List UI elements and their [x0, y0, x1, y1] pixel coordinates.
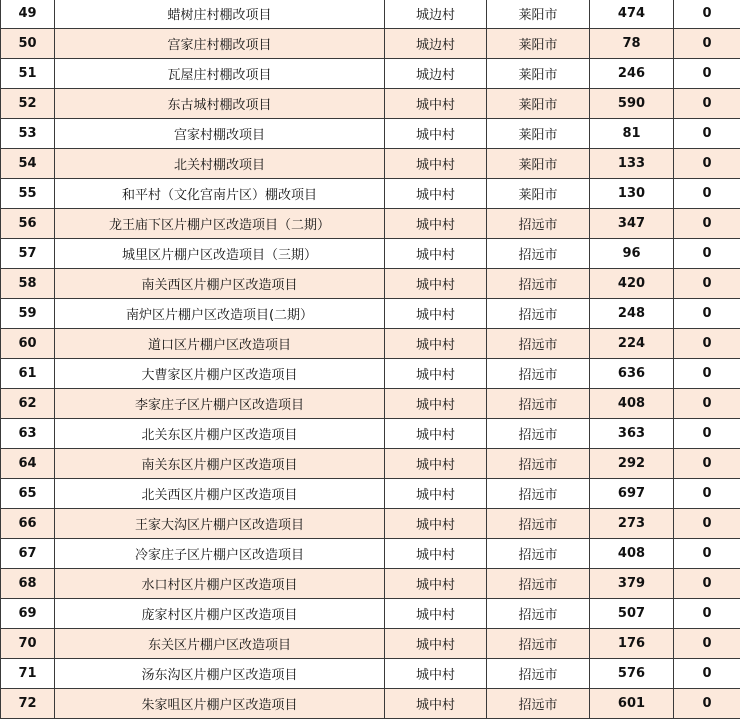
village-type-cell: 城中村 [385, 269, 487, 299]
city-cell: 招远市 [487, 359, 590, 389]
village-type-cell: 城中村 [385, 179, 487, 209]
table-body [1, 0, 740, 719]
village-type-cell: 城中村 [385, 389, 487, 419]
extra-value-cell: 0 [674, 389, 740, 419]
city-cell: 莱阳市 [487, 89, 590, 119]
city-cell: 招远市 [487, 329, 590, 359]
row-number-cell: 62 [1, 389, 55, 419]
village-type-cell: 城中村 [385, 539, 487, 569]
household-count-cell: 474 [590, 0, 674, 29]
extra-value-cell: 0 [674, 209, 740, 239]
table-row [1, 689, 740, 719]
village-type-cell: 城中村 [385, 689, 487, 719]
household-count-cell: 130 [590, 179, 674, 209]
household-count-cell: 347 [590, 209, 674, 239]
project-name-cell: 南关东区片棚户区改造项目 [55, 449, 385, 479]
extra-value-cell: 0 [674, 599, 740, 629]
city-cell: 招远市 [487, 659, 590, 689]
city-cell: 莱阳市 [487, 29, 590, 59]
row-number-cell: 72 [1, 689, 55, 719]
row-number-cell: 54 [1, 149, 55, 179]
table-row [1, 329, 740, 359]
village-type-cell: 城中村 [385, 419, 487, 449]
table-row [1, 389, 740, 419]
household-count-cell: 224 [590, 329, 674, 359]
row-number-cell: 56 [1, 209, 55, 239]
table-row [1, 209, 740, 239]
extra-value-cell: 0 [674, 119, 740, 149]
village-type-cell: 城中村 [385, 449, 487, 479]
table-row [1, 569, 740, 599]
village-type-cell: 城边村 [385, 0, 487, 29]
village-type-cell: 城中村 [385, 629, 487, 659]
village-type-cell: 城中村 [385, 119, 487, 149]
row-number-cell: 53 [1, 119, 55, 149]
household-count-cell: 176 [590, 629, 674, 659]
row-number-cell: 63 [1, 419, 55, 449]
project-name-cell: 东关区片棚户区改造项目 [55, 629, 385, 659]
extra-value-cell: 0 [674, 29, 740, 59]
table-row [1, 179, 740, 209]
household-count-cell: 636 [590, 359, 674, 389]
extra-value-cell: 0 [674, 239, 740, 269]
project-name-cell: 宫家庄村棚改项目 [55, 29, 385, 59]
village-type-cell: 城中村 [385, 599, 487, 629]
project-name-cell: 李家庄子区片棚户区改造项目 [55, 389, 385, 419]
extra-value-cell: 0 [674, 449, 740, 479]
extra-value-cell: 0 [674, 569, 740, 599]
row-number-cell: 70 [1, 629, 55, 659]
row-number-cell: 60 [1, 329, 55, 359]
table-row [1, 59, 740, 89]
city-cell: 招远市 [487, 539, 590, 569]
household-count-cell: 292 [590, 449, 674, 479]
row-number-cell: 71 [1, 659, 55, 689]
project-name-cell: 南关西区片棚户区改造项目 [55, 269, 385, 299]
row-number-cell: 50 [1, 29, 55, 59]
village-type-cell: 城中村 [385, 509, 487, 539]
household-count-cell: 248 [590, 299, 674, 329]
project-name-cell: 朱家咀区片棚户区改造项目 [55, 689, 385, 719]
project-name-cell: 北关西区片棚户区改造项目 [55, 479, 385, 509]
table-row [1, 29, 740, 59]
city-cell: 招远市 [487, 239, 590, 269]
table-row [1, 479, 740, 509]
table-row [1, 269, 740, 299]
city-cell: 招远市 [487, 389, 590, 419]
project-name-cell: 王家大沟区片棚户区改造项目 [55, 509, 385, 539]
table-row [1, 89, 740, 119]
extra-value-cell: 0 [674, 89, 740, 119]
extra-value-cell: 0 [674, 479, 740, 509]
village-type-cell: 城中村 [385, 569, 487, 599]
project-name-cell: 庞家村区片棚户区改造项目 [55, 599, 385, 629]
city-cell: 招远市 [487, 419, 590, 449]
village-type-cell: 城中村 [385, 89, 487, 119]
project-name-cell: 南炉区片棚户区改造项目(二期） [55, 299, 385, 329]
project-name-cell: 东古城村棚改项目 [55, 89, 385, 119]
extra-value-cell: 0 [674, 179, 740, 209]
city-cell: 莱阳市 [487, 179, 590, 209]
household-count-cell: 576 [590, 659, 674, 689]
household-count-cell: 133 [590, 149, 674, 179]
household-count-cell: 590 [590, 89, 674, 119]
extra-value-cell: 0 [674, 59, 740, 89]
city-cell: 招远市 [487, 209, 590, 239]
village-type-cell: 城中村 [385, 239, 487, 269]
table-row [1, 449, 740, 479]
extra-value-cell: 0 [674, 419, 740, 449]
table-row [1, 119, 740, 149]
city-cell: 莱阳市 [487, 59, 590, 89]
row-number-cell: 59 [1, 299, 55, 329]
city-cell: 莱阳市 [487, 0, 590, 29]
city-cell: 招远市 [487, 599, 590, 629]
project-name-cell: 汤东沟区片棚户区改造项目 [55, 659, 385, 689]
household-count-cell: 78 [590, 29, 674, 59]
row-number-cell: 65 [1, 479, 55, 509]
row-number-cell: 67 [1, 539, 55, 569]
city-cell: 莱阳市 [487, 149, 590, 179]
project-name-cell: 和平村（文化宫南片区）棚改项目 [55, 179, 385, 209]
household-count-cell: 408 [590, 539, 674, 569]
extra-value-cell: 0 [674, 659, 740, 689]
household-count-cell: 379 [590, 569, 674, 599]
city-cell: 招远市 [487, 449, 590, 479]
extra-value-cell: 0 [674, 359, 740, 389]
project-name-cell: 北关东区片棚户区改造项目 [55, 419, 385, 449]
extra-value-cell: 0 [674, 149, 740, 179]
table-row [1, 659, 740, 689]
project-name-cell: 龙王庙下区片棚户区改造项目（二期） [55, 209, 385, 239]
village-type-cell: 城中村 [385, 329, 487, 359]
extra-value-cell: 0 [674, 0, 740, 29]
table-row [1, 509, 740, 539]
row-number-cell: 52 [1, 89, 55, 119]
table-row [1, 0, 740, 29]
project-name-cell: 道口区片棚户区改造项目 [55, 329, 385, 359]
project-name-cell: 城里区片棚户区改造项目（三期） [55, 239, 385, 269]
household-count-cell: 273 [590, 509, 674, 539]
household-count-cell: 246 [590, 59, 674, 89]
village-type-cell: 城中村 [385, 209, 487, 239]
extra-value-cell: 0 [674, 689, 740, 719]
row-number-cell: 55 [1, 179, 55, 209]
row-number-cell: 66 [1, 509, 55, 539]
table-row [1, 299, 740, 329]
table-row [1, 149, 740, 179]
table-row [1, 239, 740, 269]
extra-value-cell: 0 [674, 629, 740, 659]
city-cell: 招远市 [487, 629, 590, 659]
project-name-cell: 大曹家区片棚户区改造项目 [55, 359, 385, 389]
extra-value-cell: 0 [674, 509, 740, 539]
village-type-cell: 城中村 [385, 359, 487, 389]
city-cell: 招远市 [487, 689, 590, 719]
row-number-cell: 49 [1, 0, 55, 29]
household-count-cell: 408 [590, 389, 674, 419]
village-type-cell: 城中村 [385, 479, 487, 509]
village-type-cell: 城中村 [385, 149, 487, 179]
row-number-cell: 51 [1, 59, 55, 89]
project-name-cell: 蜡树庄村棚改项目 [55, 0, 385, 29]
household-count-cell: 96 [590, 239, 674, 269]
household-count-cell: 601 [590, 689, 674, 719]
project-name-cell: 冷家庄子区片棚户区改造项目 [55, 539, 385, 569]
extra-value-cell: 0 [674, 299, 740, 329]
table-row [1, 599, 740, 629]
household-count-cell: 363 [590, 419, 674, 449]
household-count-cell: 697 [590, 479, 674, 509]
city-cell: 莱阳市 [487, 119, 590, 149]
row-number-cell: 69 [1, 599, 55, 629]
village-type-cell: 城边村 [385, 59, 487, 89]
village-type-cell: 城中村 [385, 299, 487, 329]
row-number-cell: 64 [1, 449, 55, 479]
extra-value-cell: 0 [674, 329, 740, 359]
project-name-cell: 水口村区片棚户区改造项目 [55, 569, 385, 599]
row-number-cell: 61 [1, 359, 55, 389]
project-name-cell: 瓦屋庄村棚改项目 [55, 59, 385, 89]
table-row [1, 419, 740, 449]
row-number-cell: 57 [1, 239, 55, 269]
village-type-cell: 城边村 [385, 29, 487, 59]
project-name-cell: 宫家村棚改项目 [55, 119, 385, 149]
table-row [1, 539, 740, 569]
row-number-cell: 68 [1, 569, 55, 599]
extra-value-cell: 0 [674, 539, 740, 569]
city-cell: 招远市 [487, 509, 590, 539]
household-count-cell: 81 [590, 119, 674, 149]
household-count-cell: 420 [590, 269, 674, 299]
village-type-cell: 城中村 [385, 659, 487, 689]
city-cell: 招远市 [487, 299, 590, 329]
table-row [1, 629, 740, 659]
extra-value-cell: 0 [674, 269, 740, 299]
city-cell: 招远市 [487, 479, 590, 509]
row-number-cell: 58 [1, 269, 55, 299]
city-cell: 招远市 [487, 269, 590, 299]
household-count-cell: 507 [590, 599, 674, 629]
city-cell: 招远市 [487, 569, 590, 599]
project-name-cell: 北关村棚改项目 [55, 149, 385, 179]
table-row [1, 359, 740, 389]
